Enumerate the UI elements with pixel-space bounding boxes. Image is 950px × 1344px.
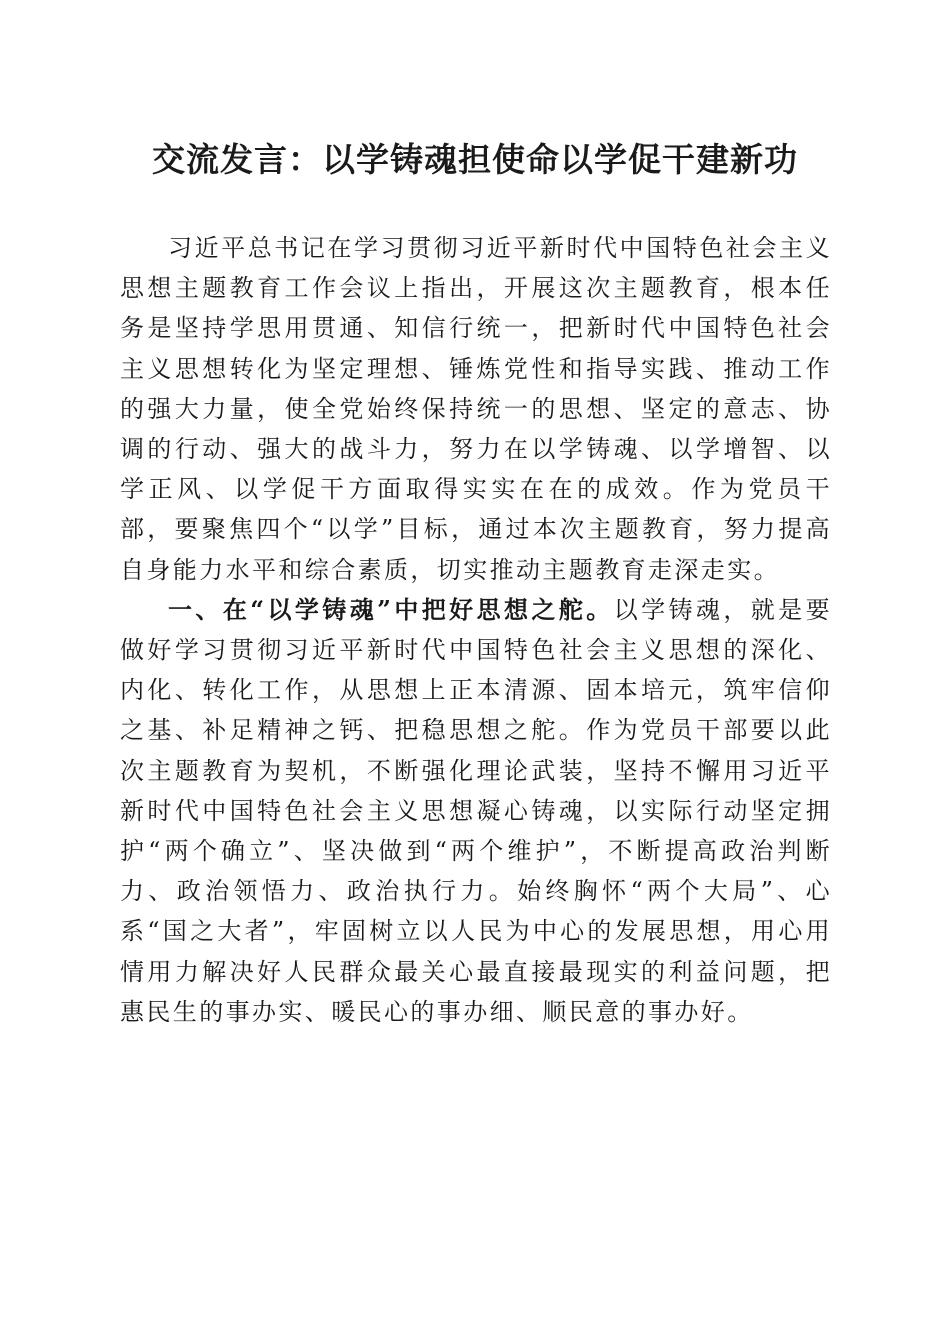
intro-paragraph bbox=[120, 228, 832, 590]
section-one-text: 以学铸魂，就是要做好学习贯彻习近平新时代中国特色社会主义思想的深化、内化、转化工作，从思想上正本清源、固本培元，筑牢信仰之基、补足精神之钙、把稳思想之舵。作为党员干部要以此次主题教育为契机，不断强化理论武装，坚持不懈用习近平新时代中国特色社会主义思想凝心铸魂，以实际行动坚定拥护“两个确立”、坚决做到“两个维护”，不断提高政治判断力、政治领悟力、政治执行力。始终胸怀“两个大局”、心系“国之大者”，牢固树立以人民为中心的发展思想，用心用情用力解决好人民群众最关心最直接最现实的利益问题，把惠民生的事办实、暖民心的事办细、顺民意的事办好。 bbox=[120, 595, 832, 1026]
section-one-paragraph bbox=[120, 590, 832, 1032]
document-body bbox=[120, 228, 832, 1032]
intro-paragraph-text: 习近平总书记在学习贯彻习近平新时代中国特色社会主义思想主题教育工作会议上指出，开展这次主题教育，根本任务是坚持学思用贯通、知信行统一，把新时代中国特色社会主义思想转化为坚定理想、锤炼党性和指导实践、推动工作的强大力量，使全党始终保持统一的思想、坚定的意志、协调的行动、强大的战斗力，努力在以学铸魂、以学增智、以学正风、以学促干方面取得实实在在的成效。作为党员干部，要聚焦四个“以学”目标，通过本次主题教育，努力提高自身能力水平和综合素质，切实推动主题教育走深走实。 bbox=[120, 234, 832, 584]
section-one-heading: 一、在“以学铸魂”中把好思想之舵。 bbox=[168, 594, 614, 624]
document-title: 交流发言：以学铸魂担使命以学促干建新功 bbox=[152, 140, 798, 179]
